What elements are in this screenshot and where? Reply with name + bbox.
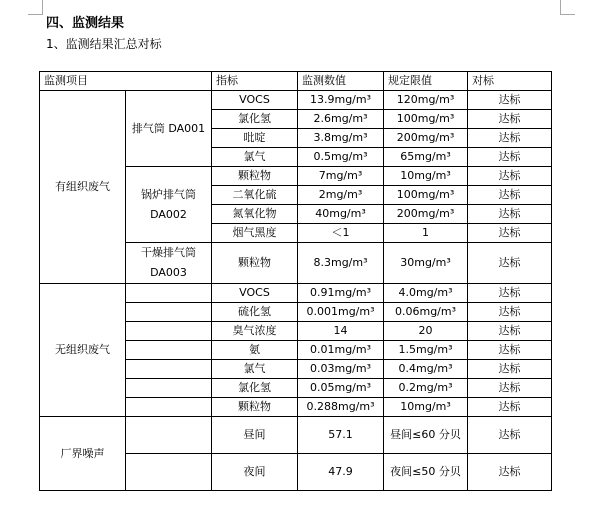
indicator-cell: 氯化氢 — [212, 379, 298, 398]
result-cell: 达标 — [468, 454, 552, 491]
result-cell: 达标 — [468, 322, 552, 341]
limit-cell: 0.06mg/m³ — [384, 303, 468, 322]
indicator-cell: 吡啶 — [212, 129, 298, 148]
limit-cell: 10mg/m³ — [384, 167, 468, 186]
header-limit: 规定限值 — [384, 72, 468, 91]
limit-cell: 1.5mg/m³ — [384, 341, 468, 360]
value-cell: 0.5mg/m³ — [298, 148, 384, 167]
result-cell: 达标 — [468, 224, 552, 243]
limit-cell: 30mg/m³ — [384, 243, 468, 284]
value-cell: 2.6mg/m³ — [298, 110, 384, 129]
page-corner-mark-left — [28, 0, 43, 15]
section-title: 四、监测结果 — [46, 16, 125, 31]
value-cell: 0.05mg/m³ — [298, 379, 384, 398]
value-cell: 8.3mg/m³ — [298, 243, 384, 284]
limit-cell: 20 — [384, 322, 468, 341]
result-cell: 达标 — [468, 341, 552, 360]
category-organized-gas: 有组织废气 — [40, 91, 126, 284]
result-cell: 达标 — [468, 110, 552, 129]
indicator-cell: 氮氧化物 — [212, 205, 298, 224]
empty-source-cell — [126, 398, 212, 417]
result-cell: 达标 — [468, 186, 552, 205]
limit-cell: 1 — [384, 224, 468, 243]
indicator-cell: 颗粒物 — [212, 243, 298, 284]
subsection-title: 1、监测结果汇总对标 — [46, 37, 162, 51]
table-row — [40, 417, 552, 454]
header-indicator: 指标 — [212, 72, 298, 91]
result-cell: 达标 — [468, 379, 552, 398]
result-cell: 达标 — [468, 360, 552, 379]
limit-cell: 0.2mg/m³ — [384, 379, 468, 398]
indicator-cell: 氯化氢 — [212, 110, 298, 129]
emission-source: 锅炉排气筒 DA002 — [126, 167, 212, 243]
limit-cell: 120mg/m³ — [384, 91, 468, 110]
limit-cell: 65mg/m³ — [384, 148, 468, 167]
empty-source-cell — [126, 417, 212, 454]
value-cell: 0.001mg/m³ — [298, 303, 384, 322]
indicator-cell: 夜间 — [212, 454, 298, 491]
empty-source-cell — [126, 322, 212, 341]
indicator-cell: 氯气 — [212, 148, 298, 167]
monitoring-results-table — [39, 71, 552, 491]
emission-source: 干燥排气筒 DA003 — [126, 243, 212, 284]
indicator-cell: 颗粒物 — [212, 398, 298, 417]
emission-source: 排气筒 DA001 — [126, 91, 212, 167]
value-cell: ＜1 — [298, 224, 384, 243]
header-compare: 对标 — [468, 72, 552, 91]
indicator-cell: 烟气黑度 — [212, 224, 298, 243]
indicator-cell: 颗粒物 — [212, 167, 298, 186]
empty-source-cell — [126, 341, 212, 360]
result-cell: 达标 — [468, 167, 552, 186]
value-cell: 0.91mg/m³ — [298, 284, 384, 303]
value-cell: 0.288mg/m³ — [298, 398, 384, 417]
result-cell: 达标 — [468, 129, 552, 148]
limit-cell: 4.0mg/m³ — [384, 284, 468, 303]
header-value: 监测数值 — [298, 72, 384, 91]
value-cell: 3.8mg/m³ — [298, 129, 384, 148]
empty-source-cell — [126, 379, 212, 398]
limit-cell: 夜间≤50 分贝 — [384, 454, 468, 491]
empty-source-cell — [126, 303, 212, 322]
limit-cell: 200mg/m³ — [384, 129, 468, 148]
result-cell: 达标 — [468, 284, 552, 303]
value-cell: 13.9mg/m³ — [298, 91, 384, 110]
table-header-row — [40, 72, 552, 91]
indicator-cell: 昼间 — [212, 417, 298, 454]
empty-source-cell — [126, 284, 212, 303]
value-cell: 7mg/m³ — [298, 167, 384, 186]
limit-cell: 10mg/m³ — [384, 398, 468, 417]
result-cell: 达标 — [468, 91, 552, 110]
limit-cell: 200mg/m³ — [384, 205, 468, 224]
indicator-cell: VOCS — [212, 91, 298, 110]
limit-cell: 0.4mg/m³ — [384, 360, 468, 379]
value-cell: 14 — [298, 322, 384, 341]
indicator-cell: 氨 — [212, 341, 298, 360]
indicator-cell: 氯气 — [212, 360, 298, 379]
category-unorganized-gas: 无组织废气 — [40, 284, 126, 417]
empty-source-cell — [126, 360, 212, 379]
indicator-cell: 硫化氢 — [212, 303, 298, 322]
limit-cell: 100mg/m³ — [384, 186, 468, 205]
indicator-cell: VOCS — [212, 284, 298, 303]
limit-cell: 昼间≤60 分贝 — [384, 417, 468, 454]
result-cell: 达标 — [468, 417, 552, 454]
value-cell: 0.03mg/m³ — [298, 360, 384, 379]
empty-source-cell — [126, 454, 212, 491]
result-cell: 达标 — [468, 148, 552, 167]
result-cell: 达标 — [468, 205, 552, 224]
value-cell: 40mg/m³ — [298, 205, 384, 224]
table-row — [40, 284, 552, 303]
value-cell: 47.9 — [298, 454, 384, 491]
page-corner-mark-right — [560, 0, 575, 15]
result-cell: 达标 — [468, 243, 552, 284]
indicator-cell: 二氧化硫 — [212, 186, 298, 205]
value-cell: 0.01mg/m³ — [298, 341, 384, 360]
value-cell: 2mg/m³ — [298, 186, 384, 205]
limit-cell: 100mg/m³ — [384, 110, 468, 129]
result-cell: 达标 — [468, 398, 552, 417]
table-row — [40, 91, 552, 110]
category-boundary-noise: 厂界噪声 — [40, 417, 126, 491]
indicator-cell: 臭气浓度 — [212, 322, 298, 341]
result-cell: 达标 — [468, 303, 552, 322]
header-item: 监测项目 — [40, 72, 212, 91]
value-cell: 57.1 — [298, 417, 384, 454]
